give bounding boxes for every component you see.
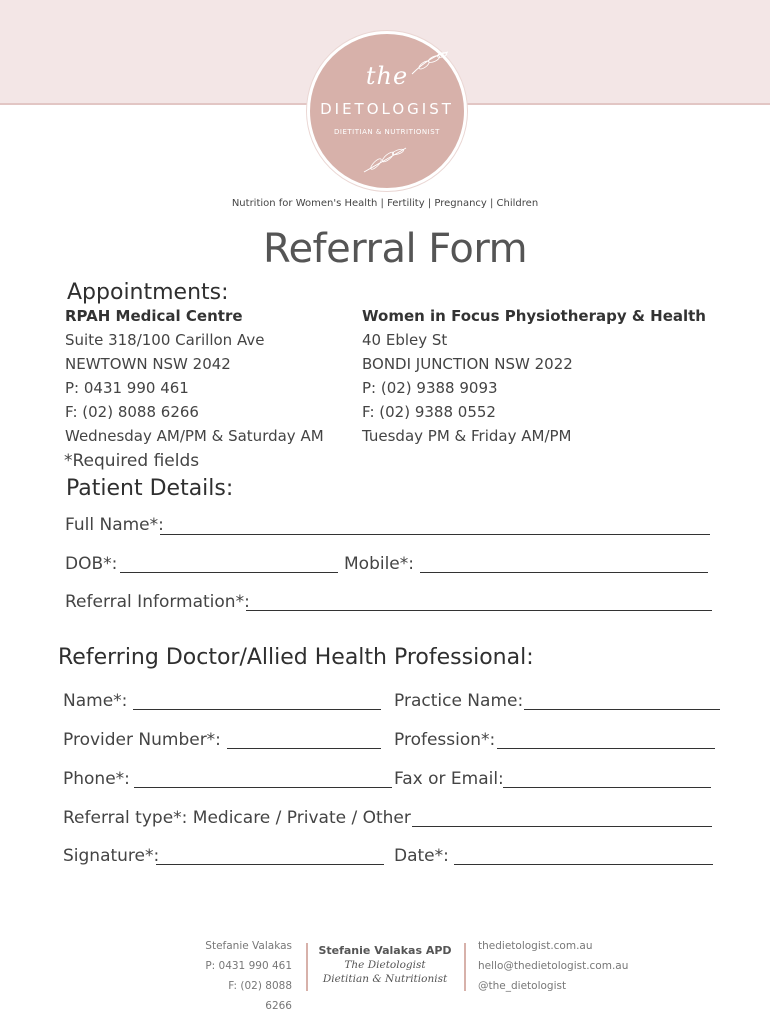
clinic-suburb: BONDI JUNCTION NSW 2022 — [362, 355, 573, 373]
leaf-icon — [360, 144, 410, 174]
clinic-women-in-focus — [362, 304, 706, 448]
dob-label: DOB*: — [65, 554, 118, 574]
fax-email-label: Fax or Email: — [394, 769, 504, 789]
date-field[interactable] — [454, 864, 713, 865]
footer-divider — [464, 943, 466, 991]
page-title: Referral Form — [262, 226, 528, 272]
tagline: Nutrition for Women's Health | Fertility | Pregnancy | Children — [231, 198, 539, 209]
logo-brand: DIETOLOGIST — [320, 100, 454, 118]
phone-field[interactable] — [134, 787, 392, 788]
clinic-fax: F: (02) 9388 0552 — [362, 403, 496, 421]
provider-number-label: Provider Number*: — [63, 730, 221, 750]
clinic-address: 40 Ebley St — [362, 331, 448, 349]
mobile-field[interactable] — [420, 572, 708, 573]
full-name-label: Full Name*: — [65, 515, 164, 535]
clinic-address: Suite 318/100 Carillon Ave — [65, 331, 265, 349]
clinic-name: RPAH Medical Centre — [65, 307, 243, 325]
footer-middle — [318, 944, 452, 986]
referrer-heading: Referring Doctor/Allied Health Professional: — [58, 645, 534, 670]
logo-the: the — [365, 62, 409, 90]
brand-logo — [307, 31, 467, 191]
footer-email-link[interactable]: hello@thedietologist.com.au — [478, 960, 629, 972]
footer-credential: Stefanie Valakas APD — [318, 944, 452, 957]
clinic-hours: Tuesday PM & Friday AM/PM — [362, 427, 572, 445]
referrer-name-field[interactable] — [133, 709, 381, 710]
footer-divider — [306, 943, 308, 991]
footer-phone: P: 0431 990 461 — [205, 960, 292, 972]
profession-label: Profession*: — [394, 730, 496, 750]
footer-role: Dietitian & Nutritionist — [322, 973, 448, 985]
signature-label: Signature*: — [63, 846, 160, 866]
full-name-field[interactable] — [160, 534, 710, 535]
footer-name: Stefanie Valakas — [205, 940, 292, 952]
signature-field[interactable] — [156, 864, 384, 865]
referral-info-label: Referral Information*: — [65, 592, 250, 612]
clinic-phone: P: 0431 990 461 — [65, 379, 189, 397]
referral-info-field[interactable] — [246, 610, 712, 611]
profession-field[interactable] — [497, 748, 715, 749]
patient-heading: Patient Details: — [66, 476, 234, 501]
phone-label: Phone*: — [63, 769, 130, 789]
clinic-suburb: NEWTOWN NSW 2042 — [65, 355, 231, 373]
footer-website-link[interactable]: thedietologist.com.au — [478, 940, 593, 952]
clinic-rpah — [65, 304, 324, 448]
clinic-name: Women in Focus Physiotherapy & Health — [362, 307, 706, 325]
footer-fax: F: (02) 8088 6266 — [228, 980, 292, 1012]
date-label: Date*: — [394, 846, 449, 866]
mobile-label: Mobile*: — [344, 554, 414, 574]
appointments-heading: Appointments: — [67, 280, 229, 305]
footer-brand: The Dietologist — [344, 959, 426, 971]
logo-subtitle: DIETITIAN & NUTRITIONIST — [334, 128, 440, 136]
referral-type-label: Referral type*: Medicare / Private / Other — [63, 808, 411, 828]
referral-type-field[interactable] — [412, 826, 712, 827]
footer-left — [200, 936, 292, 1016]
referrer-name-label: Name*: — [63, 691, 128, 711]
footer-right — [478, 936, 658, 996]
practice-name-label: Practice Name: — [394, 691, 524, 711]
provider-number-field[interactable] — [227, 748, 381, 749]
clinic-fax: F: (02) 8088 6266 — [65, 403, 199, 421]
footer-social-link[interactable]: @the_dietologist — [478, 980, 567, 992]
clinic-hours: Wednesday AM/PM & Saturday AM — [65, 427, 324, 445]
required-note: *Required fields — [64, 451, 200, 471]
clinic-phone: P: (02) 9388 9093 — [362, 379, 498, 397]
practice-name-field[interactable] — [524, 709, 720, 710]
dob-field[interactable] — [120, 572, 338, 573]
fax-email-field[interactable] — [503, 787, 711, 788]
